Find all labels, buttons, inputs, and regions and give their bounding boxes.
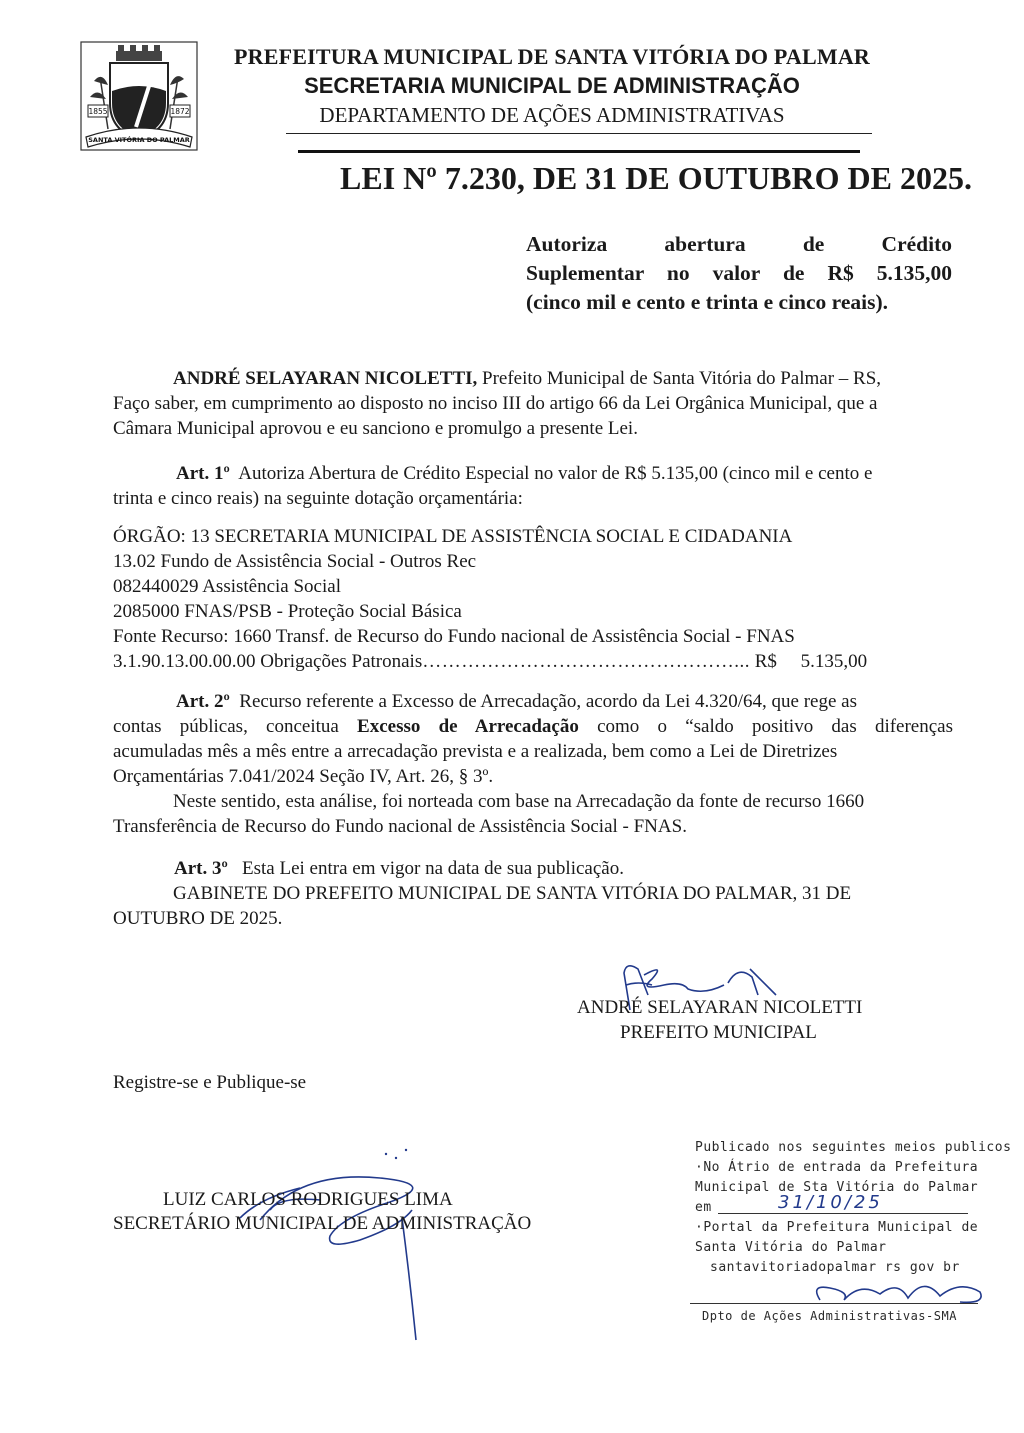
mayor-name: ANDRÉ SELAYARAN NICOLETTI (577, 997, 863, 1018)
preamble-line: Faço saber, em cumprimento ao disposto no inciso III do artigo 66 da Lei Orgânica Municipal, que a (113, 393, 878, 414)
stamp-date-rule (718, 1213, 968, 1214)
gabinete-line: GABINETE DO PREFEITO MUNICIPAL DE SANTA VITÓRIA DO PALMAR, 31 DE (173, 883, 852, 904)
budget-unidade: 13.02 Fundo de Assistência Social - Outros Rec (113, 551, 477, 572)
municipal-crest (80, 41, 198, 151)
stamp-footer: Dpto de Ações Administrativas-SMA (702, 1309, 957, 1323)
article-2 (113, 689, 953, 839)
gabinete-line: OUTUBRO DE 2025. (113, 908, 283, 929)
stamp-signature (790, 1270, 990, 1310)
article-3-label: Art. 3º (174, 858, 228, 879)
header-secretaria: SECRETARIA MUNICIPAL DE ADMINISTRAÇÃO (304, 73, 800, 98)
article-1-label: Art. 1º (176, 463, 230, 484)
stamp-line: ·Portal da Prefeitura Municipal de (695, 1220, 979, 1235)
budget-elemento: 3.1.90.13.00.00.00 Obrigações Patronais (113, 651, 423, 672)
preamble-line: Prefeito Municipal de Santa Vitória do Palmar – RS, (482, 368, 882, 389)
header-prefeitura: PREFEITURA MUNICIPAL DE SANTA VITÓRIA DO PALMAR (233, 44, 871, 69)
article-2-text: como o “saldo positivo das diferenças (597, 716, 954, 737)
budget-leader: …………………………………………... (422, 651, 750, 672)
preamble-line: Câmara Municipal aprovou e eu sanciono e promulgo a presente Lei. (113, 418, 638, 439)
ementa-line: Autoriza abertura de Crédito (526, 232, 952, 256)
article-2-text: Neste sentido, esta análise, foi norteada com base na Arrecadação da fonte de recurso 1660 (173, 791, 865, 812)
article-3 (113, 856, 953, 931)
budget-orgao: ÓRGÃO: 13 SECRETARIA MUNICIPAL DE ASSISTÊNCIA SOCIAL E CIDADANIA (113, 526, 793, 547)
article-2-text: Orçamentárias 7.041/2024 Seção IV, Art. 26, § 3º. (113, 766, 494, 787)
stamp-line: em (695, 1200, 712, 1215)
stamp-date: 31/10/25 (778, 1192, 883, 1213)
article-2-text: acumuladas mês a mês entre a arrecadação prevista e a realizada, bem como a Lei de Diretrizes (113, 741, 838, 762)
article-2-text: Recurso referente a Excesso de Arrecadação, acordo da Lei 4.320/64, que rege as (239, 691, 857, 712)
header-divider (286, 133, 872, 134)
ementa-line: Suplementar no valor de R$ 5.135,00 (526, 261, 952, 285)
article-2-label: Art. 2º (176, 691, 230, 712)
preamble (113, 366, 953, 441)
article-3-text: Esta Lei entra em vigor na data de sua publicação. (242, 858, 624, 879)
secretary-name: LUIZ CARLOS RODRIGUES LIMA (163, 1189, 453, 1210)
preamble-mayor-name: ANDRÉ SELAYARAN NICOLETTI, (173, 368, 478, 389)
secretary-signature (150, 1140, 450, 1350)
stamp-line: Santa Vitória do Palmar (695, 1240, 887, 1255)
budget-acao: 2085000 FNAS/PSB - Proteção Social Básica (113, 601, 462, 622)
mayor-role: PREFEITO MUNICIPAL (620, 1022, 817, 1043)
registre-publique: Registre-se e Publique-se (113, 1072, 307, 1093)
stamp-line: Municipal de Sta Vitória do Palmar (695, 1180, 979, 1195)
secretary-role: SECRETÁRIO MUNICIPAL DE ADMINISTRAÇÃO (113, 1213, 532, 1234)
budget-allocation (113, 524, 953, 674)
article-1-text: Autoriza Abertura de Crédito Especial no valor de R$ 5.135,00 (cinco mil e cento e (238, 463, 873, 484)
stamp-line: ·No Átrio de entrada da Prefeitura (695, 1160, 979, 1175)
header-divider-thick (298, 150, 860, 153)
budget-value: 5.135,00 (800, 651, 868, 672)
article-1 (113, 461, 953, 511)
stamp-line: Publicado nos seguintes meios publicos (695, 1140, 1012, 1155)
crest-ribbon-text: SANTA VITÓRIA DO PALMAR (88, 136, 190, 144)
crest-year-left: 1855 (88, 107, 108, 116)
article-2-text: contas públicas, conceitua (113, 716, 339, 737)
article-2-bold-term: Excesso de Arrecadação (357, 716, 579, 737)
budget-currency: R$ (754, 651, 777, 672)
ementa-line: (cinco mil e cento e trinta e cinco reais). (526, 290, 888, 314)
budget-fonte: Fonte Recurso: 1660 Transf. de Recurso do Fundo nacional de Assistência Social - FNAS (113, 626, 795, 647)
publication-stamp (690, 1140, 1012, 1330)
article-1-text: trinta e cinco reais) na seguinte dotação orçamentária: (113, 488, 523, 509)
budget-programa: 082440029 Assistência Social (113, 576, 341, 597)
header-departamento: DEPARTAMENTO DE AÇÕES ADMINISTRATIVAS (319, 103, 785, 127)
crest-year-right: 1872 (170, 107, 190, 116)
ementa (526, 230, 952, 317)
stamp-line: santavitoriadopalmar rs gov br (710, 1260, 960, 1275)
article-2-text: Transferência de Recurso do Fundo nacional de Assistência Social - FNAS. (113, 816, 687, 837)
stamp-footer-rule (690, 1303, 978, 1304)
law-title: LEI Nº 7.230, DE 31 DE OUTUBRO DE 2025. (340, 160, 972, 196)
